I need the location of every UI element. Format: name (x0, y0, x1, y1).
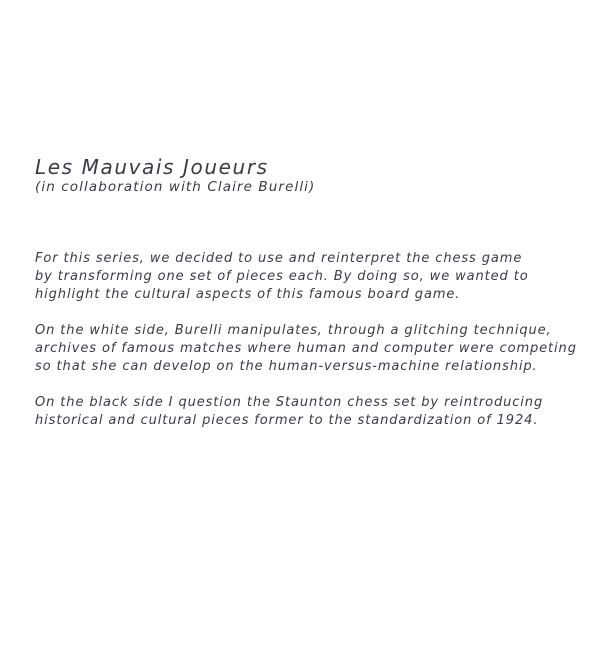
text-line: by transforming one set of pieces each. By doing so, we wanted to (35, 269, 529, 284)
paragraph-black-side (35, 394, 607, 430)
paragraph-intro (35, 250, 607, 304)
description-body (35, 250, 607, 448)
paragraph-white-side (35, 322, 607, 376)
text-line: so that she can develop on the human-versus-machine relationship. (35, 359, 538, 374)
text-line: On the black side I question the Staunton chess set by reintroducing (35, 395, 544, 410)
text-line: highlight the cultural aspects of this famous board game. (35, 287, 461, 302)
text-line: On the white side, Burelli manipulates, through a glitching technique, (35, 323, 552, 338)
text-line: For this series, we decided to use and reinterpret the chess game (35, 251, 523, 266)
text-line: historical and cultural pieces former to the standardization of 1924. (35, 413, 539, 428)
page-title: Les Mauvais Joueurs (35, 155, 269, 179)
text-line: archives of famous matches where human and computer were competing (35, 341, 577, 356)
page-subtitle: (in collaboration with Claire Burelli) (35, 179, 316, 195)
